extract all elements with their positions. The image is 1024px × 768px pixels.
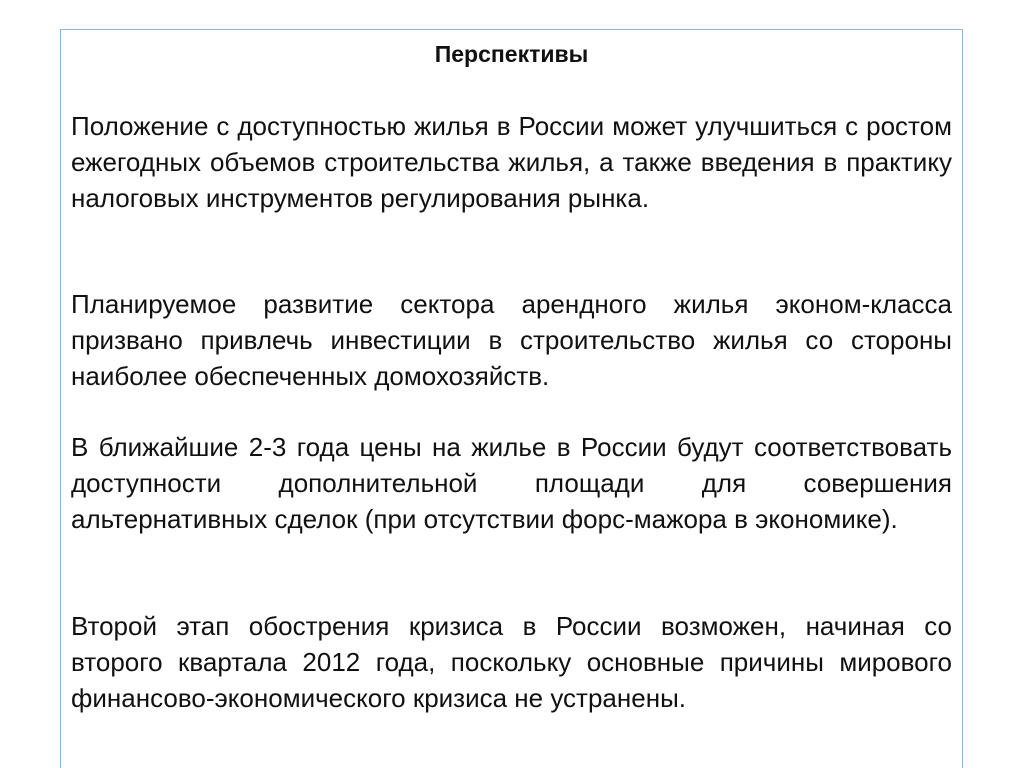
paragraph-price-forecast: В ближайшие 2-3 года цены на жилье в России будут соответствовать доступности дополнительной площади для совершения альтернативных сделок (при отсутствии форс-мажора в экономике). xyxy=(71,432,952,534)
paragraph-rental-sector: Планируемое развитие сектора арендного жилья эконом-класса призвано привлечь инвестиции в строительство жилья со стороны наиболее обеспеченных домохозяйств. xyxy=(71,289,952,391)
slide-title: Перспективы xyxy=(434,41,589,67)
paragraph-housing-affordability: Положение с доступностью жилья в России может улучшиться с ростом ежегодных объемов строительства жилья, а также введения в практику налоговых инструментов регулирования рынка. xyxy=(71,111,952,213)
paragraph-crisis-stage: Второй этап обострения кризиса в России возможен, начиная со второго квартала 2012 года, поскольку основные причины мирового финансово-экономического кризиса не устранены. xyxy=(71,611,952,713)
